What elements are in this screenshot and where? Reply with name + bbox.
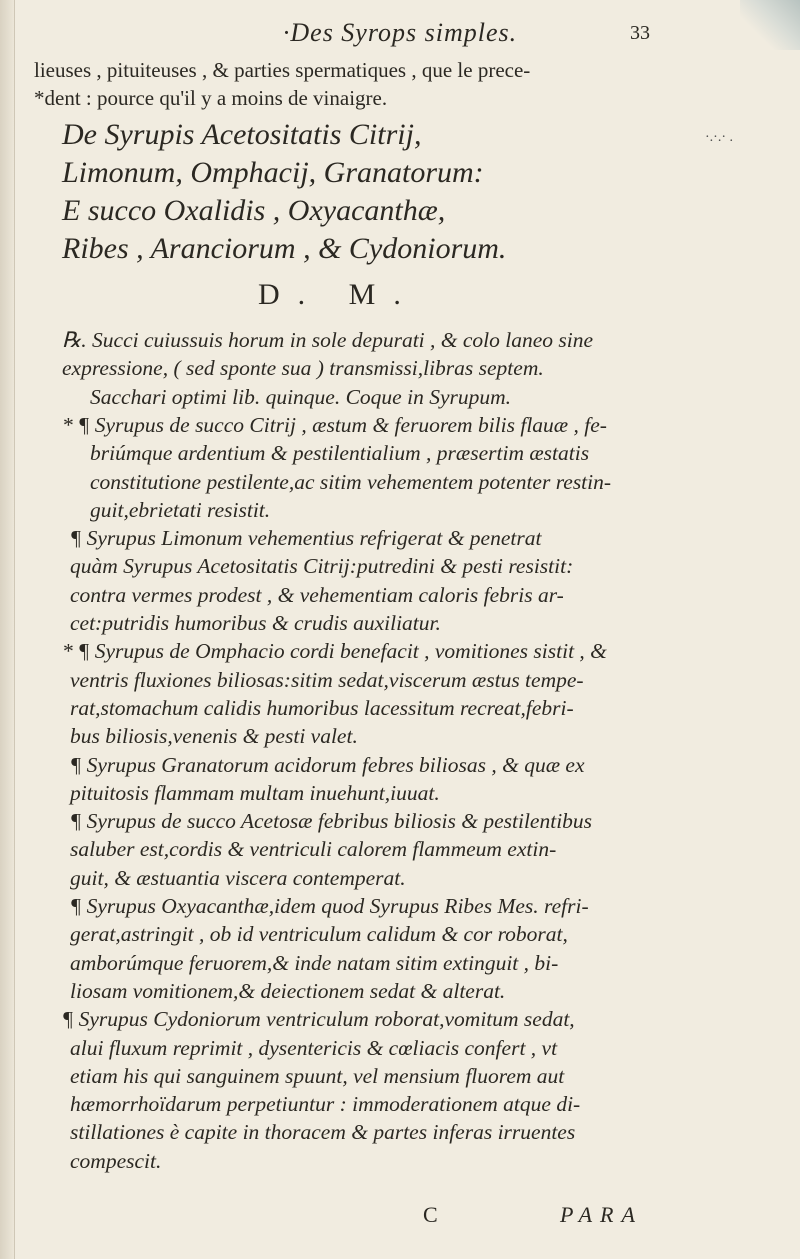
body-line: guit,ebrietati resistit.: [90, 497, 271, 522]
body-line: amborúmque feruorem,& inde natam sitim extinguit , bi-: [70, 950, 559, 975]
body-line: rat,stomachum calidis humoribus lacessitum recreat,febri-: [70, 695, 574, 720]
section-title-line: Ribes , Aranciorum , & Cydoniorum.: [62, 232, 507, 265]
signature-mark: C: [423, 1202, 438, 1227]
body-line: etiam his qui sanguinem spuunt, vel mensium fluorem aut: [70, 1063, 565, 1088]
body-line: * ¶ Syrupus de Omphacio cordi benefacit , vomitiones sistit , &: [62, 639, 607, 664]
body-line: ℞. Succi cuiussuis horum in sole depurati , & colo laneo sine: [62, 328, 594, 352]
french-line: lieuses , pituiteuses , & parties spermatiques , que le prece-: [34, 58, 531, 82]
body-line: constitutione pestilente,ac sitim vehementem potenter restin-: [90, 469, 612, 494]
body-line: briúmque ardentium & pestilentialium , præsertim æstatis: [90, 441, 590, 466]
body-line: ¶ Syrupus Limonum vehementius refrigerat & penetrat: [70, 526, 542, 551]
page-footer: [0, 1202, 800, 1242]
body-line: cet:putridis humoribus & crudis auxiliatur.: [70, 611, 441, 635]
body-line: alui fluxum reprimit , dysentericis & cœliacis confert , vt: [70, 1035, 558, 1060]
ink-specks: ·.·.· .: [705, 130, 733, 145]
section-title-line: De Syrupis Acetositatis Citrij,: [62, 118, 422, 151]
body-line: contra vermes prodest , & vehementiam caloris febris ar-: [70, 582, 564, 607]
body-line: * ¶ Syrupus de succo Citrij , æstum & feruorem bilis flauæ , fe-: [62, 412, 607, 437]
page-header: [0, 18, 800, 58]
body-line: quàm Syrupus Acetositatis Citrij:putredini & pesti resistit:: [70, 554, 574, 579]
french-line: *dent : pource qu'il y a moins de vinaigre.: [34, 86, 388, 110]
dm-heading: D. M.: [258, 278, 419, 311]
page-binding-edge: [0, 0, 15, 1259]
body-line: ventris fluxiones biliosas:sitim sedat,viscerum æstus tempe-: [70, 667, 584, 692]
section-title-line: Limonum, Omphacij, Granatorum:: [62, 156, 484, 189]
running-head: ·Des Syrops simples.: [282, 18, 518, 47]
page-number: 33: [630, 22, 650, 44]
body-line: ¶ Syrupus de succo Acetosæ febribus biliosis & pestilentibus: [70, 809, 593, 834]
body-line: liosam vomitionem,& deiectionem sedat & alterat.: [70, 978, 506, 1003]
catchword: PARA: [560, 1202, 643, 1227]
body-line: bus biliosis,venenis & pesti valet.: [70, 724, 358, 749]
body-line: compescit.: [70, 1148, 162, 1173]
body-line: pituitosis flammam multam inuehunt,iuuat.: [70, 780, 440, 805]
body-line: Sacchari optimi lib. quinque. Coque in Syrupum.: [90, 384, 512, 409]
body-line: ¶ Syrupus Oxyacanthæ,idem quod Syrupus Ribes Mes. refri-: [70, 894, 589, 918]
body-line: saluber est,cordis & ventriculi calorem flammeum extin-: [70, 837, 557, 862]
body-line: ¶ Syrupus Granatorum acidorum febres biliosas , & quæ ex: [70, 752, 585, 777]
body-line: stillationes è capite in thoracem & partes inferas irruentes: [70, 1120, 576, 1145]
body-line: ¶ Syrupus Cydoniorum ventriculum roborat,vomitum sedat,: [62, 1007, 575, 1032]
body-line: guit, & æstuantia viscera contemperat.: [70, 865, 406, 890]
section-title-line: E succo Oxalidis , Oxyacanthæ,: [62, 194, 446, 227]
body-line: gerat,astringit , ob id ventriculum calidum & cor roborat,: [70, 922, 568, 947]
body-line: hæmorrhoïdarum perpetiuntur : immoderationem atque di-: [70, 1092, 581, 1117]
body-line: expressione, ( sed sponte sua ) transmissi,libras septem.: [62, 356, 544, 381]
